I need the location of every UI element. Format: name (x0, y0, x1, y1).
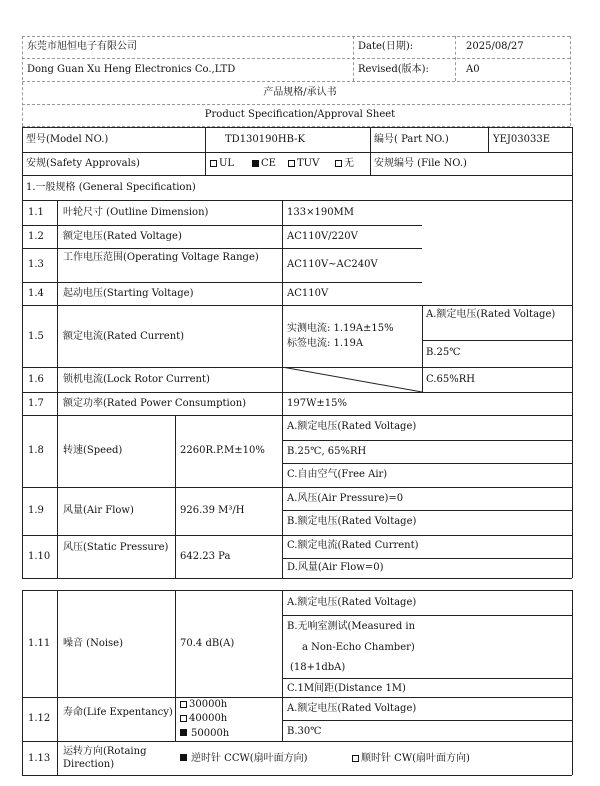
row-label-noise: 噪音 (Noise) (63, 638, 123, 649)
checkbox-icon (335, 160, 342, 167)
condition-line: A.风压(Air Pressure)=0 (287, 493, 404, 504)
life-option-40000h: 40000h (180, 713, 227, 725)
row-value-speed: 2260R.P.M±10% (180, 445, 265, 456)
condition-line: C.额定电流(Rated Current) (287, 540, 419, 551)
checkbox-icon (210, 160, 217, 167)
condition-line: B.额定电压(Rated Voltage) (287, 516, 417, 527)
row-value-rated-power: 197W±15% (287, 398, 347, 409)
row-label-life: 寿命(Life Expentancy) (63, 707, 173, 718)
row-label-rated-power: 额定功率(Rated Power Consumption) (63, 398, 247, 409)
safety-label: 安规(Safety Approvals) (26, 158, 140, 169)
condition-line: C.1M间距(Distance 1M) (287, 683, 406, 694)
condition-line: B.25℃, 65%RH (287, 446, 367, 457)
safety-option-tuv: TUV (288, 158, 319, 170)
date-label: Date(日期): (358, 41, 414, 52)
condition-temperature: B.25℃ (426, 347, 461, 358)
condition-line: C.自由空气(Free Air) (287, 469, 388, 480)
model-label: 型号(Model NO.) (26, 134, 109, 145)
condition-rated-voltage: A.额定电压(Rated Voltage) (426, 309, 556, 320)
row-label-speed: 转速(Speed) (63, 445, 123, 456)
row-label-operating-voltage: 工作电压范围(Operating Voltage Range) (63, 252, 259, 263)
row-no: 1.5 (28, 331, 44, 342)
diagonal-slash (282, 367, 422, 392)
condition-line: D.风量(Air Flow=0) (287, 562, 384, 573)
row-value-rated-voltage: AC110V/220V (287, 231, 358, 242)
checkbox-icon (180, 701, 187, 708)
checkbox-icon (352, 755, 359, 762)
row-label-lock-rotor-current: 锁机电流(Lock Rotor Current) (63, 374, 210, 385)
rotation-option-ccw: 逆时针 CCW(扇叶面方向) (180, 753, 308, 765)
checkbox-checked-icon (180, 754, 187, 761)
safety-option-none: 无 (335, 158, 354, 170)
condition-humidity: C.65%RH (426, 374, 475, 385)
row-value-starting-voltage: AC110V (287, 288, 329, 299)
row-value-air-flow: 926.39 M³/H (180, 505, 245, 516)
condition-line: A.额定电压(Rated Voltage) (287, 703, 417, 714)
row-no: 1.6 (28, 374, 44, 385)
row-no: 1.7 (28, 398, 44, 409)
revised-value: A0 (466, 64, 480, 75)
row-no: 1.3 (28, 259, 44, 270)
row-no: 1.13 (28, 753, 51, 764)
row-label-air-flow: 风量(Air Flow) (63, 505, 134, 516)
row-value-operating-voltage: AC110V~AC240V (287, 259, 378, 270)
condition-line: A.额定电压(Rated Voltage) (287, 421, 417, 432)
row-no: 1.2 (28, 231, 44, 242)
safety-option-ce: CE (252, 158, 276, 170)
row-label-rated-current: 额定电流(Rated Current) (63, 331, 185, 342)
row-no: 1.10 (28, 551, 51, 562)
checkbox-icon (180, 715, 187, 722)
row-no: 1.12 (28, 713, 51, 724)
part-label: 编号( Part NO.) (374, 134, 449, 145)
row-value-static-pressure: 642.23 Pa (180, 551, 231, 562)
row-no: 1.1 (28, 207, 44, 218)
life-option-30000h: 30000h (180, 699, 227, 711)
condition-line: a Non-Echo Chamber) (302, 642, 415, 653)
part-value: YEJ03033E (493, 134, 551, 145)
condition-line: A.额定电压(Rated Voltage) (287, 597, 417, 608)
row-label-starting-voltage: 起动电压(Starting Voltage) (63, 288, 194, 299)
rotation-option-cw: 顺时针 CW(扇叶面方向) (352, 753, 470, 765)
row-label-outline: 叶轮尺寸 (Outline Dimension) (63, 207, 209, 218)
row-no: 1.8 (28, 445, 44, 456)
row-no: 1.4 (28, 288, 44, 299)
row-label-rated-voltage: 额定电压(Rated Voltage) (63, 231, 182, 242)
general-spec-title: 1.一般规格 (General Specification) (26, 182, 196, 193)
row-no: 1.11 (28, 638, 51, 649)
model-value: TD130190HB-K (225, 134, 305, 145)
row-value-outline: 133×190MM (287, 207, 355, 218)
safety-option-ul: UL (210, 158, 234, 170)
row-value-label-current: 标签电流: 1.19A (287, 338, 364, 349)
company-name-cn: 东莞市旭恒电子有限公司 (27, 41, 137, 52)
row-label-rotation: 运转方向(Rotaing Direction) (63, 746, 147, 770)
row-no: 1.9 (28, 505, 44, 516)
row-value-measured-current: 实测电流: 1.19A±15% (287, 323, 394, 334)
revised-label: Revised(版本): (358, 64, 429, 75)
condition-line: B.30℃ (287, 726, 322, 737)
row-value-noise: 70.4 dB(A) (180, 638, 235, 649)
condition-line: B.无响室测试(Measured in (287, 621, 416, 632)
row-label-static-pressure: 风压(Static Pressure) (63, 542, 169, 553)
title-cn: 产品规格/承认书 (263, 87, 337, 98)
condition-line: (18+1dbA) (290, 662, 346, 673)
title-en: Product Specification/Approval Sheet (204, 109, 396, 120)
company-name-en: Dong Guan Xu Heng Electronics Co.,LTD (27, 64, 236, 75)
checkbox-checked-icon (252, 160, 259, 167)
file-no-label: 安规编号 (File NO.) (374, 158, 467, 169)
date-value: 2025/08/27 (466, 41, 524, 52)
life-option-50000h: 50000h (180, 728, 229, 740)
checkbox-icon (288, 160, 295, 167)
checkbox-checked-icon (180, 729, 187, 736)
